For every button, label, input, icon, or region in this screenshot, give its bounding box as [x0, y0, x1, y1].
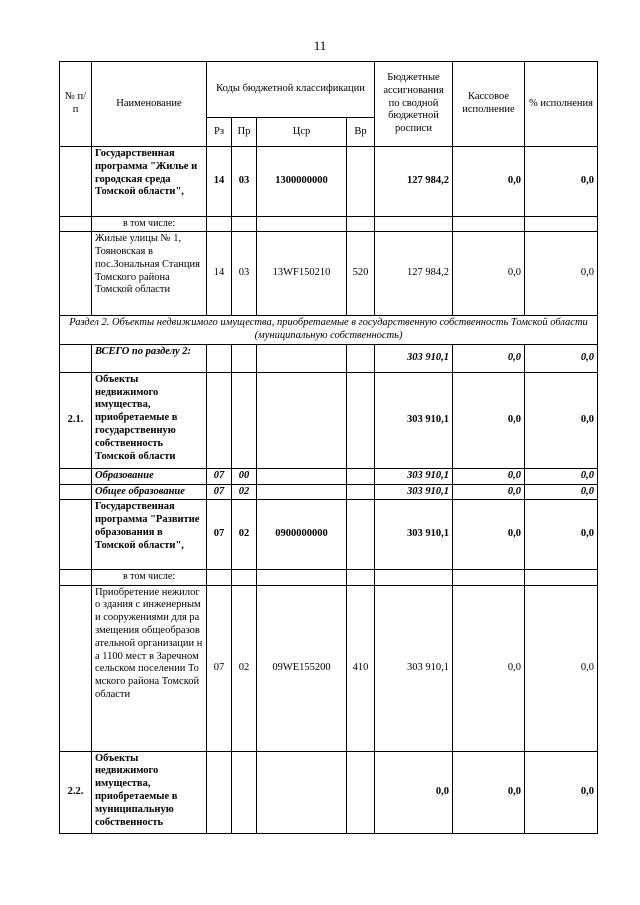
header-assignments: Бюджетные ассигнования по сводной бюджетной росписи: [375, 62, 453, 147]
table-row: [60, 217, 598, 232]
row-cash: 0,0: [453, 344, 525, 372]
row-name: Образование: [92, 468, 207, 484]
row-pct: 0,0: [525, 484, 598, 500]
section-row: [60, 316, 598, 345]
row-cash: 0,0: [453, 585, 525, 751]
row-csr: 09WE155200: [257, 585, 347, 751]
row-vr: 410: [347, 585, 375, 751]
row-vr: 520: [347, 232, 375, 316]
row-rz: 14: [207, 232, 232, 316]
row-pr: 02: [232, 585, 257, 751]
row-name: Общее образование: [92, 484, 207, 500]
row-assign: 303 910,1: [375, 585, 453, 751]
row-rz: 07: [207, 585, 232, 751]
table-row: [60, 751, 598, 833]
header-name: Наименование: [92, 62, 207, 147]
row-csr: 13WF150210: [257, 232, 347, 316]
row-name: в том числе:: [92, 570, 207, 585]
row-pct: 0,0: [525, 500, 598, 570]
table-row: [60, 232, 598, 316]
row-name: Государственная программа "Жилье и городская среда Томской области",: [92, 147, 207, 217]
header-num: № п/п: [60, 62, 92, 147]
row-assign: 303 910,1: [375, 344, 453, 372]
row-cash: 0,0: [453, 232, 525, 316]
row-assign: 0,0: [375, 751, 453, 833]
table-row: [60, 570, 598, 585]
section-title: Раздел 2. Объекты недвижимого имущества, приобретаемые в государственную собственность Томской области (муниципальную собственность): [60, 316, 598, 345]
row-name: в том числе:: [92, 217, 207, 232]
row-pct: 0,0: [525, 585, 598, 751]
row-name: Объекты недвижимого имущества, приобретаемые в муниципальную собственность: [92, 751, 207, 833]
row-cash: 0,0: [453, 468, 525, 484]
row-csr: 1300000000: [257, 147, 347, 217]
header-rz: Рз: [207, 118, 232, 147]
row-assign: 127 984,2: [375, 232, 453, 316]
header-row: [60, 62, 598, 118]
row-pct: 0,0: [525, 468, 598, 484]
header-pr: Пр: [232, 118, 257, 147]
row-cash: 0,0: [453, 484, 525, 500]
row-rz: 07: [207, 500, 232, 570]
row-rz: 07: [207, 484, 232, 500]
row-pr: 02: [232, 484, 257, 500]
table-row: [60, 344, 598, 372]
row-rz: 07: [207, 468, 232, 484]
header-csr: Цср: [257, 118, 347, 147]
row-name: Государственная программа "Развитие образования в Томской области",: [92, 500, 207, 570]
row-assign: 303 910,1: [375, 500, 453, 570]
row-vr: [347, 147, 375, 217]
row-num: 2.1.: [60, 372, 92, 468]
table-row: [60, 500, 598, 570]
row-name: Жилые улицы № 1, Тояновская в пос.Зональная Станция Томского района Томской области: [92, 232, 207, 316]
row-pct: 0,0: [525, 751, 598, 833]
row-cash: 0,0: [453, 500, 525, 570]
header-codes: Коды бюджетной классификации: [207, 62, 375, 118]
header-cash: Кассовое исполнение: [453, 62, 525, 147]
row-pr: 02: [232, 500, 257, 570]
table-row: [60, 484, 598, 500]
row-pct: 0,0: [525, 232, 598, 316]
row-num: 2.2.: [60, 751, 92, 833]
table-row: [60, 585, 598, 751]
row-csr: 0900000000: [257, 500, 347, 570]
row-assign: 127 984,2: [375, 147, 453, 217]
row-assign: 303 910,1: [375, 468, 453, 484]
row-name: ВСЕГО по разделу 2:: [92, 344, 207, 372]
row-rz: 14: [207, 147, 232, 217]
row-pct: 0,0: [525, 147, 598, 217]
row-name: Приобретение нежилого здания с инженерными сооружениями для размещения общеобразовательной организации на 1100 мест в Заречном сельском поселении Томского района Томской области: [92, 585, 207, 751]
table-row: [60, 147, 598, 217]
row-cash: 0,0: [453, 372, 525, 468]
row-assign: 303 910,1: [375, 372, 453, 468]
table-row: [60, 372, 598, 468]
budget-table: [59, 61, 598, 834]
row-pct: 0,0: [525, 372, 598, 468]
row-cash: 0,0: [453, 147, 525, 217]
header-vr: Вр: [347, 118, 375, 147]
header-percent: % исполнения: [525, 62, 598, 147]
table-row: [60, 468, 598, 484]
page-number: 11: [313, 38, 327, 53]
row-cash: 0,0: [453, 751, 525, 833]
row-pr: 00: [232, 468, 257, 484]
row-name: Объекты недвижимого имущества, приобретаемые в государственную собственность Томской области: [92, 372, 207, 468]
row-assign: 303 910,1: [375, 484, 453, 500]
row-pct: 0,0: [525, 344, 598, 372]
row-pr: 03: [232, 147, 257, 217]
row-pr: 03: [232, 232, 257, 316]
